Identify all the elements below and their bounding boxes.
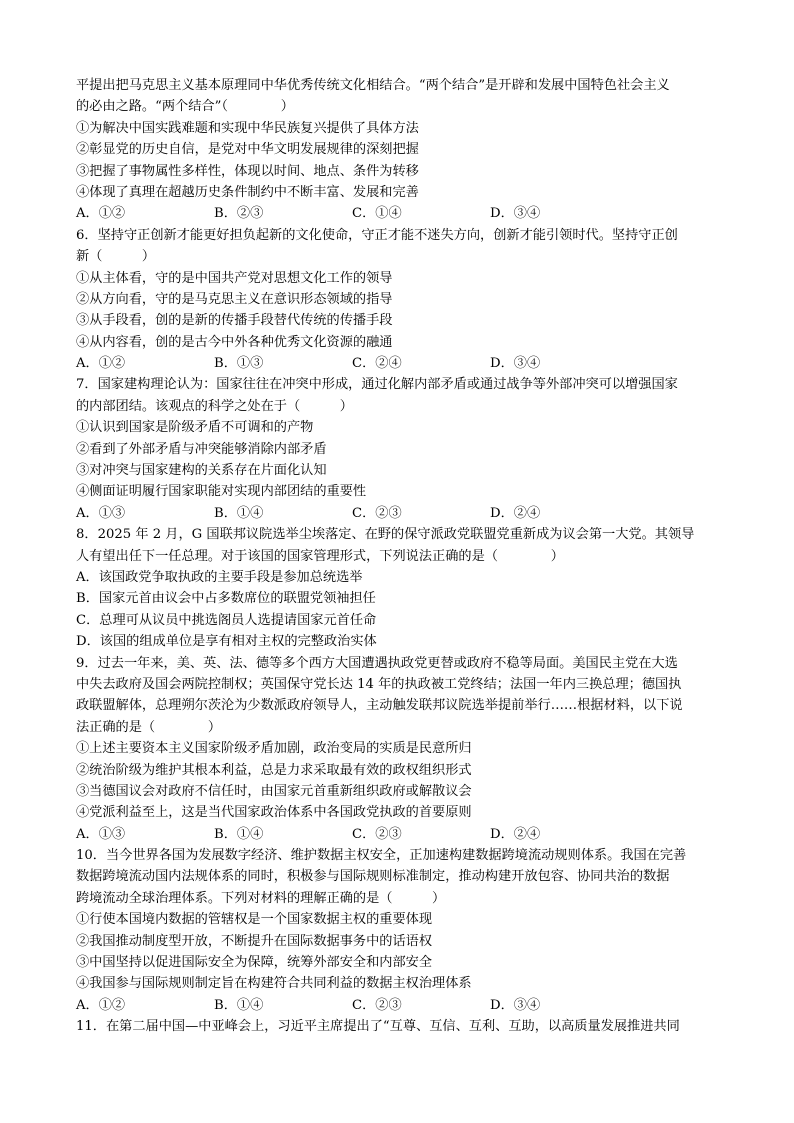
answer-options-row [76,995,716,1016]
text-line: 法正确的是（ ） [76,719,222,735]
text-line: ①为解决中国实践难题和实现中华民族复兴提供了具体方法 [76,120,419,136]
answer-option: C．②③ [352,997,402,1013]
text-line: ④党派利益至上，这是当代国家政治体系中各国政党执政的首要原则 [76,805,472,821]
text-line: ④从内容看，创的是古今中外各种优秀文化资源的融通 [76,334,393,350]
answer-options-row [76,203,716,224]
question-text-body [76,75,716,1038]
answer-options-row [76,824,716,845]
text-line: ①上述主要资本主义国家阶级矛盾加剧，政治变局的实质是民意所归 [76,741,472,757]
text-line: ③从手段看，创的是新的传播手段替代传统的传播手段 [76,313,393,329]
answer-option: A．①② [76,997,126,1013]
text-line: 11．在第二届中国—中亚峰会上，习近平主席提出了“互尊、互信、互利、互助，以高质量发展推进共同 [76,1019,680,1035]
answer-option: D．③④ [490,356,541,372]
text-line: ③把握了事物属性多样性，体现以时间、地点、条件为转移 [76,163,419,179]
text-line: D．该国的组成单位是享有相对主权的完整政治实体 [76,634,377,650]
answer-option: B．①④ [214,826,264,842]
answer-option: B．②③ [214,206,264,222]
answer-options-row [76,353,716,374]
text-line: 人有望出任下一任总理。对于该国的国家管理形式，下列说法正确的是（ ） [76,548,564,564]
text-line: ④我国参与国际规则制定旨在构建符合共同利益的数据主权治理体系 [76,976,472,992]
text-line: 7．国家建构理论认为：国家往往在冲突中形成，通过化解内部矛盾或通过战争等外部冲突可以增强国家 [76,377,678,393]
answer-options-row [76,503,716,524]
text-line: ③对冲突与国家建构的关系存在片面化认知 [76,463,327,479]
answer-option: D．③④ [490,997,541,1013]
answer-option: B．①④ [214,505,264,521]
text-line: 数据跨境流动国内法规体系的同时，积极参与国际规则标准制定，推动构建开放包容、协同共治的数据 [76,869,670,885]
answer-option: D．③④ [490,206,541,222]
text-line: 8．2025 年 2 月，G 国联邦议院选举尘埃落定、在野的保守派政党联盟党重新成为议会第一大党。其领导 [76,527,695,543]
answer-option: B．①③ [214,356,264,372]
text-line: ②我国推动制度型开放，不断提升在国际数据事务中的话语权 [76,933,433,949]
text-line: ①从主体看，守的是中国共产党对思想文化工作的领导 [76,270,393,286]
answer-option: A．①② [76,356,126,372]
answer-option: A．①③ [76,505,126,521]
answer-option: B．①④ [214,997,264,1013]
answer-option: D．②④ [490,505,541,521]
text-line: ④侧面证明履行国家职能对实现内部团结的重要性 [76,484,367,500]
text-line: 6．坚持守正创新才能更好担负起新的文化使命，守正才能不迷失方向，创新才能引领时代。坚持守正创 [76,227,678,243]
text-line: ①行使本国境内数据的管辖权是一个国家数据主权的重要体现 [76,912,433,928]
text-line: 政联盟解体，总理朔尔茨沦为少数派政府领导人，主动触发联邦议院选举提前举行……根据材料，以下说 [76,698,683,714]
text-line: C．总理可从议员中挑选阁员人选提请国家元首任命 [76,612,377,628]
text-line: 平提出把马克思主义基本原理同中华优秀传统文化相结合。“两个结合”是开辟和发展中国特色社会主义 [76,78,670,93]
text-line: 中失去政府及国会两院控制权；英国保守党长达 14 年的执政被工党终结；法国一年内三换总理；德国执 [76,676,682,692]
text-line: ③当德国议会对政府不信任时，由国家元首重新组织政府或解散议会 [76,783,472,799]
text-line: 的内部团结。该观点的科学之处在于（ ） [76,398,353,414]
answer-option: C．②③ [352,826,402,842]
text-line: 跨境流动全球治理体系。下列对材料的理解正确的是（ ） [76,890,446,906]
text-line: ②从方向看，守的是马克思主义在意识形态领域的指导 [76,291,393,307]
text-line: B．国家元首由议会中占多数席位的联盟党领袖担任 [76,591,376,607]
text-line: 10．当今世界各国为发展数字经济、维护数据主权安全，正加速构建数据跨境流动规则体系。我国在完善 [76,848,687,864]
answer-option: A．①② [76,206,126,222]
text-line: ③中国坚持以促进国际安全为保障，统筹外部安全和内部安全 [76,955,433,971]
answer-option: C．①④ [352,206,402,222]
text-line: ①认识到国家是阶级矛盾不可调和的产物 [76,420,314,436]
text-line: ②看到了外部矛盾与冲突能够消除内部矛盾 [76,441,327,457]
text-line: 的必由之路。“两个结合”（ ） [76,99,294,115]
text-line: 新（ ） [76,249,156,265]
answer-option: C．②③ [352,505,402,521]
answer-option: C．②④ [352,356,402,372]
answer-option: D．②④ [490,826,541,842]
text-line: ②统治阶级为维护其根本利益，总是力求采取最有效的政权组织形式 [76,762,472,778]
text-line: ④体现了真理在超越历史条件制约中不断丰富、发展和完善 [76,184,419,200]
text-line: ②彰显党的历史自信，是党对中华文明发展规律的深刻把握 [76,142,419,158]
text-line: A．该国政党争取执政的主要手段是参加总统选举 [76,569,363,585]
text-line: 9．过去一年来，美、英、法、德等多个西方大国遭遇执政党更替或政府不稳等局面。美国民主党在大选 [76,655,678,671]
answer-option: A．①③ [76,826,126,842]
